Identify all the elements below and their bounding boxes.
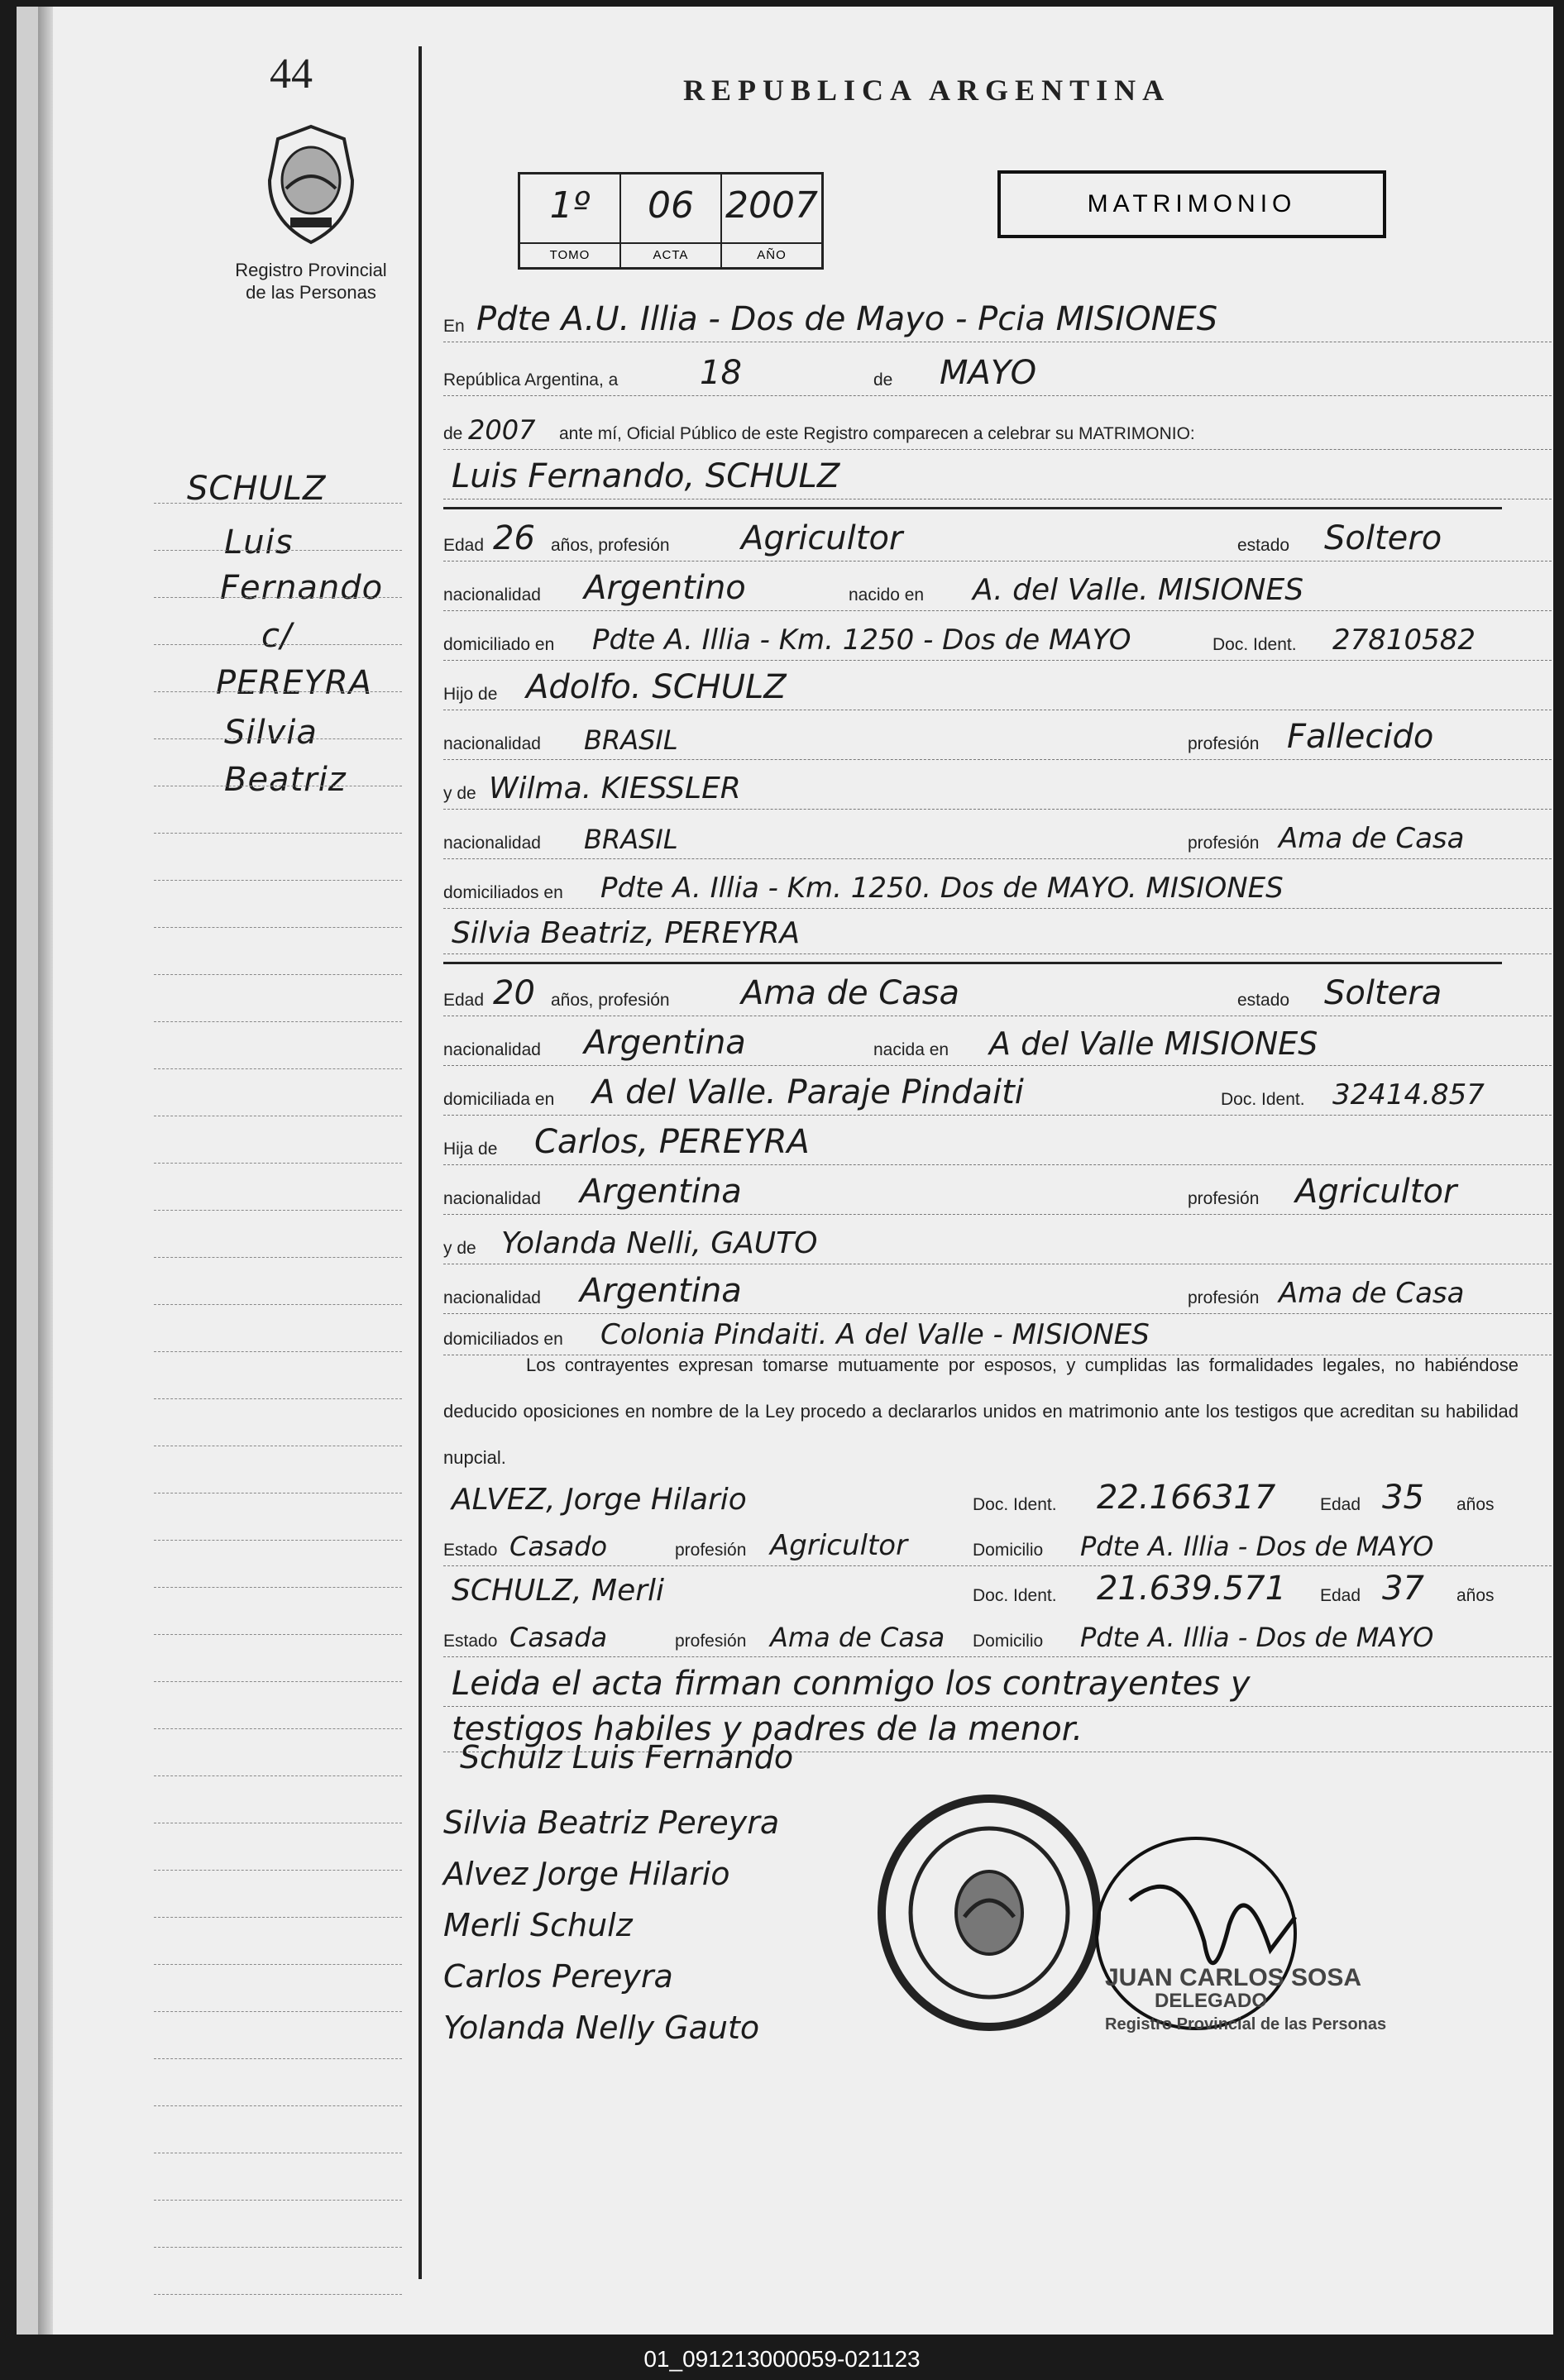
margin-ruled-line [154,2200,402,2201]
margin-ruled-line [154,1917,402,1918]
witness2-status: Casada [509,1622,608,1653]
day-value: 18 [700,354,742,392]
margin-ruled-line [154,1964,402,1965]
margin-ruled-line [154,644,402,645]
witness2-name-row [443,1561,1553,1611]
bride-name-row [443,904,1553,954]
groom-anios-profesion-label: años, profesión [551,536,670,555]
bride-nationality: Argentina [584,1024,746,1062]
groom-mother-prof-label: profesión [1188,834,1260,853]
closing-note-row-1 [443,1656,1553,1707]
margin-ruled-line [154,833,402,834]
margin-ruled-line [154,2247,402,2248]
tomo-cell [520,174,621,267]
groom-mother-nationality: BRASIL [584,824,678,855]
witness1-details-row [443,1516,1553,1566]
groom-address: Pdte A. Illia - Km. 1250 - Dos de MAYO [592,624,1131,657]
margin-conjunction: c/ [261,617,293,655]
witness1-prof-label: profesión [675,1541,747,1560]
witness1-anios-label: años [1456,1495,1495,1514]
groom-nacido-label: nacido en [849,585,925,605]
groom-father-nationality: BRASIL [584,724,678,756]
bride-age-row [443,966,1553,1016]
groom-parents-dom-label: domiciliados en [443,883,563,902]
groom-estado-label: estado [1237,536,1290,555]
groom-nationality-row [443,561,1553,611]
tomo-label: TOMO [520,242,619,267]
bride-mother-row [443,1214,1553,1264]
footer-image-id: 01_091213000059-021123 [643,2346,921,2372]
margin-groom-middle-name: Fernando [220,569,384,607]
page-number: 44 [270,50,313,98]
closing-note-line1: Leida el acta firman conmigo los contrayentes y [452,1665,1251,1703]
book-binding [38,7,53,2335]
margin-ruled-line [154,1021,402,1022]
section-rule-groom [443,507,1502,509]
bride-domiciliada-label: domiciliada en [443,1090,555,1109]
place-value: Pdte A.U. Illia - Dos de Mayo - Pcia MISIONES [476,300,1218,338]
section-rule-bride [443,962,1502,964]
groom-father-name: Adolfo. SCHULZ [526,668,787,706]
date-row [443,346,1553,396]
groom-parents-address: Pdte A. Illia - Km. 1250. Dos de MAYO. MISIONES [600,872,1284,905]
signature-groom: Schulz Luis Fernando [460,1739,794,1775]
republica-label: República Argentina, a [443,370,619,389]
margin-ruled-line [154,2058,402,2059]
vertical-rule [419,46,422,2279]
statement-text: ante mí, Oficial Público de este Registro comparecen a celebrar su MATRIMONIO: [559,424,1195,443]
bride-mother-profession: Ama de Casa [1279,1277,1465,1310]
bride-address-row [443,1065,1553,1116]
witness1-status: Casado [509,1531,608,1562]
provincial-crest-icon [261,122,361,246]
bride-nacida-label: nacida en [873,1040,949,1059]
margin-ruled-line [154,2011,402,2012]
margin-ruled-line [154,1210,402,1211]
bride-father-prof-label: profesión [1188,1189,1260,1208]
tomo-value: 1º [549,184,591,227]
year-value: 2007 [468,414,536,446]
witness2-name: SCHULZ, Merli [452,1574,665,1608]
margin-ruled-line [154,2105,402,2106]
bride-age: 20 [493,974,535,1012]
groom-nacionalidad-label: nacionalidad [443,585,541,605]
bride-profession: Ama de Casa [741,974,960,1012]
groom-age-row [443,511,1553,562]
margin-ruled-line [154,691,402,692]
en-label: En [443,317,465,336]
witness2-profession: Ama de Casa [770,1622,945,1653]
bride-address: A del Valle. Paraje Pindaiti [592,1073,1024,1111]
acta-label: ACTA [621,242,720,267]
bride-y-de-label: y de [443,1239,476,1258]
bride-anios-profesion-label: años, profesión [551,991,670,1010]
margin-ruled-line [154,2294,402,2295]
groom-father-details-row [443,710,1553,760]
bride-father-profession: Agricultor [1295,1173,1457,1211]
official-stamp-text [1105,1964,1419,2036]
witness2-anios-label: años [1456,1586,1495,1605]
signature-witness2: Merli Schulz [443,1907,633,1943]
bride-full-name: Silvia Beatriz, PEREYRA [452,916,801,950]
bride-nacionalidad-label: nacionalidad [443,1040,541,1059]
bride-mother-prof-label: profesión [1188,1288,1260,1307]
groom-mother-row [443,759,1553,810]
groom-father-nac-label: nacionalidad [443,734,541,753]
groom-mother-profession: Ama de Casa [1279,822,1465,855]
official-seal-icon [873,1793,1105,2033]
place-row [443,292,1553,342]
register-page [17,7,1553,2335]
act-type-box: MATRIMONIO [997,170,1386,238]
margin-ruled-line [154,1351,402,1352]
registry-name [203,259,419,303]
margin-ruled-line [154,1398,402,1399]
margin-ruled-line [154,1870,402,1871]
statement-row [443,399,1553,450]
groom-birthplace: A. del Valle. MISIONES [973,573,1304,607]
margin-bride-middle-name: Beatriz [224,761,347,799]
groom-mother-nac-label: nacionalidad [443,834,541,853]
witness2-address: Pdte A. Illia - Dos de MAYO [1080,1622,1434,1653]
registry-numbers-table [518,172,824,270]
margin-ruled-line [154,738,402,739]
bride-edad-label: Edad [443,991,485,1010]
declaration-paragraph: Los contrayentes expresan tomarse mutuamente por esposos, y cumplidas las formalidades legales, no habiéndose deducido oposiciones en nombre de la Ley procedo a declararlos unidos en matrimonio ante los testigos que acreditan su habilidad nupcial. [443,1355,1519,1468]
bride-father-nac-label: nacionalidad [443,1189,541,1208]
groom-nationality: Argentino [584,569,746,607]
margin-ruled-line [154,927,402,928]
signature-witness1: Alvez Jorge Hilario [443,1856,730,1892]
margin-ruled-line [154,1540,402,1541]
groom-father-profession: Fallecido [1287,718,1434,756]
margin-ruled-line [154,880,402,881]
witness2-prof-label: profesión [675,1632,747,1651]
witness1-age: 35 [1382,1479,1424,1517]
groom-edad-label: Edad [443,536,485,555]
margin-groom-surname: SCHULZ [187,470,327,508]
registry-name-line2: de las Personas [246,282,376,303]
bride-birthplace: A del Valle MISIONES [989,1025,1318,1062]
groom-age: 26 [493,519,535,557]
registry-name-line1: Registro Provincial [235,260,387,280]
groom-name-row [443,449,1553,499]
bride-nationality-row [443,1016,1553,1066]
country-title: REPUBLICA ARGENTINA [683,74,1171,107]
signature-bride: Silvia Beatriz Pereyra [443,1804,780,1841]
witness1-name-row [443,1470,1553,1520]
witness1-name: ALVEZ, Jorge Hilario [452,1483,747,1517]
groom-parents-address-row [443,858,1553,909]
witness2-dom-label: Domicilio [973,1632,1044,1651]
margin-ruled-line [154,1163,402,1164]
groom-civil-status: Soltero [1324,519,1442,557]
signature-bride-father: Carlos Pereyra [443,1958,673,1995]
bride-mother-name: Yolanda Nelli, GAUTO [501,1226,818,1260]
official-office: Registro Provincial de las Personas [1105,2015,1387,2034]
de2-label: de [443,424,463,443]
witness1-doc: 22.166317 [1097,1479,1276,1517]
bride-doc-label: Doc. Ident. [1221,1090,1305,1109]
de-label: de [873,370,893,389]
groom-domiciliado-label: domiciliado en [443,635,555,654]
margin-bride-surname: PEREYRA [216,664,373,702]
groom-full-name: Luis Fernando, SCHULZ [452,457,840,495]
anio-cell [722,174,821,267]
groom-father-prof-label: profesión [1188,734,1260,753]
margin-ruled-line [154,550,402,551]
groom-doc-label: Doc. Ident. [1212,635,1297,654]
margin-ruled-line [154,1728,402,1729]
margin-ruled-line [154,1068,402,1069]
margin-ruled-line [154,1257,402,1258]
bride-mother-nac-label: nacionalidad [443,1288,541,1307]
bride-father-row [443,1115,1553,1165]
groom-mother-name: Wilma. KIESSLER [489,772,741,805]
witness2-age: 37 [1382,1570,1424,1608]
witness2-doc-label: Doc. Ident. [973,1586,1057,1605]
bride-parents-address: Colonia Pindaiti. A del Valle - MISIONES [600,1318,1150,1351]
witness1-doc-label: Doc. Ident. [973,1495,1057,1514]
official-title: DELEGADO [1155,1990,1268,2012]
margin-groom-first-name: Luis [224,523,294,562]
witness2-doc: 21.639.571 [1097,1570,1287,1608]
acta-cell [621,174,722,267]
margin-ruled-line [154,1775,402,1776]
bride-father-details-row [443,1164,1553,1215]
bride-father-name: Carlos, PEREYRA [534,1123,810,1161]
bride-hija-label: Hija de [443,1140,498,1159]
margin-ruled-line [154,1304,402,1305]
bride-estado-label: estado [1237,991,1290,1010]
margin-bride-first-name: Silvia [224,714,318,752]
witness1-profession: Agricultor [770,1529,908,1562]
margin-ruled-line [154,1681,402,1682]
anio-value: 2007 [725,184,818,227]
witness1-address: Pdte A. Illia - Dos de MAYO [1080,1531,1434,1562]
margin-ruled-line [154,597,402,598]
bride-mother-nationality: Argentina [580,1272,742,1310]
groom-hijo-label: Hijo de [443,685,498,704]
bride-doc: 32414.857 [1332,1078,1485,1111]
margin-ruled-line [154,1587,402,1588]
witness2-edad-label: Edad [1320,1586,1361,1605]
witness2-estado-label: Estado [443,1632,498,1651]
groom-father-row [443,660,1553,710]
witness1-edad-label: Edad [1320,1495,1361,1514]
witness1-estado-label: Estado [443,1541,498,1560]
groom-profession: Agricultor [741,519,903,557]
bride-father-nationality: Argentina [580,1173,742,1211]
margin-ruled-line [154,503,402,504]
groom-y-de-label: y de [443,784,476,803]
margin-ruled-line [154,1634,402,1635]
margin-ruled-line [154,974,402,975]
closing-note-line2: testigos habiles y padres de la menor. [452,1710,1083,1748]
bride-parents-dom-label: domiciliados en [443,1330,563,1349]
month-value: MAYO [940,354,1037,392]
anio-label: AÑO [722,242,821,267]
main-column [427,7,1553,2335]
bride-civil-status: Soltera [1324,974,1442,1012]
witness2-details-row [443,1607,1553,1657]
groom-mother-details-row [443,809,1553,859]
groom-doc: 27810582 [1332,624,1476,657]
signature-bride-mother: Yolanda Nelly Gauto [443,2010,760,2046]
witness1-dom-label: Domicilio [973,1541,1044,1560]
acta-value: 06 [648,184,694,227]
margin-column [63,7,427,2335]
official-name: JUAN CARLOS SOSA [1105,1964,1362,1991]
groom-address-row [443,610,1553,661]
